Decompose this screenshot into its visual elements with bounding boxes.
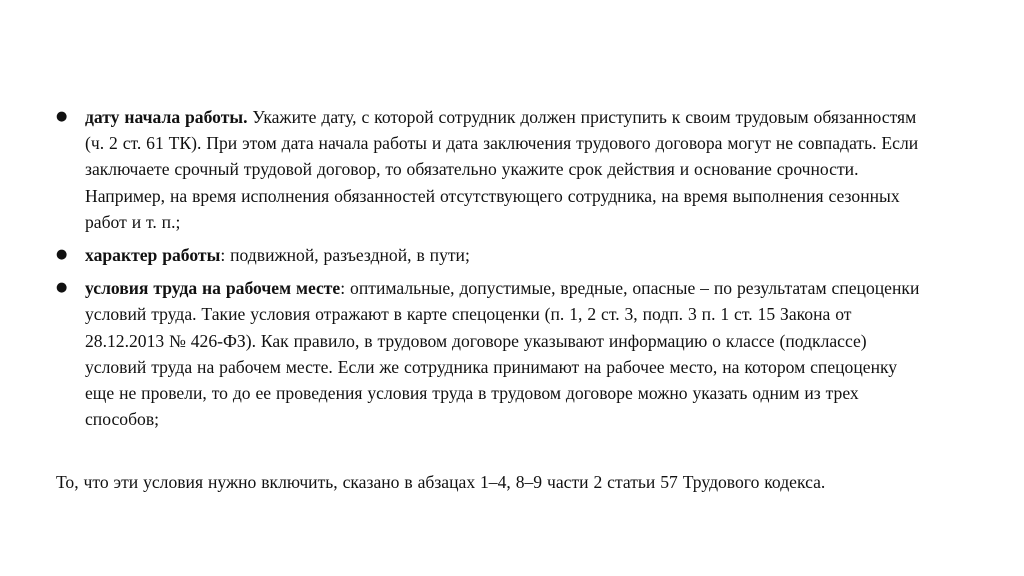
text-line: условий труда. Такие условия отражают в карте спецоценки (п. 1, 2 ст. 3, подп. 3 п. 1 ст. 15 Закона от	[85, 304, 852, 325]
list-item-text	[85, 242, 996, 268]
text-line: 28.12.2013 № 426-ФЗ). Как правило, в трудовом договоре указывают информацию о классе (подклассе)	[85, 330, 867, 351]
text-line: работ и т. п.;	[85, 211, 181, 232]
list-item-lead: условия труда на рабочем месте	[85, 278, 341, 299]
list-item-working-conditions	[56, 275, 996, 432]
list-item-lead: характер работы	[85, 245, 221, 266]
text-line: : оптимальные, допустимые, вредные, опасные – по результатам спецоценки	[340, 278, 920, 299]
list-item-lead: дату начала работы.	[85, 107, 248, 127]
text-line: Укажите дату, с которой сотрудник должен приступить к своим трудовым обязанностям	[247, 107, 917, 127]
list-item-text	[85, 104, 996, 235]
bullet-icon: ●	[56, 247, 68, 263]
text-line: способов;	[85, 409, 160, 430]
list-item-text	[85, 275, 996, 432]
bullet-icon: ●	[56, 109, 68, 124]
list-item-start-date	[56, 104, 996, 235]
text-line: заключаете срочный трудовой договор, то обязательно укажите срок действия и основание срочности.	[85, 159, 859, 180]
text-line: условий труда на рабочем месте. Если же сотрудника принимают на рабочее место, на котором спецоценку	[85, 356, 898, 377]
bullet-icon: ●	[56, 280, 68, 296]
text-line: (ч. 2 ст. 61 ТК). При этом дата начала работы и дата заключения трудового договора могут не совпадать. Если	[85, 133, 919, 154]
text-line: Например, на время исполнения обязанностей отсутствующего сотрудника, на время выполнения сезонных	[85, 185, 900, 206]
closing-paragraph: То, что эти условия нужно включить, сказано в абзацах 1–4, 8–9 части 2 статьи 57 Трудового кодекса.	[56, 472, 826, 492]
list-item-work-nature	[56, 242, 996, 268]
text-line: : подвижной, разъездной, в пути;	[220, 245, 470, 266]
text-line: еще не провели, то до ее проведения условия труда в трудовом договоре можно указать одним из трех	[85, 383, 859, 404]
conditions-bullet-list	[56, 104, 996, 439]
